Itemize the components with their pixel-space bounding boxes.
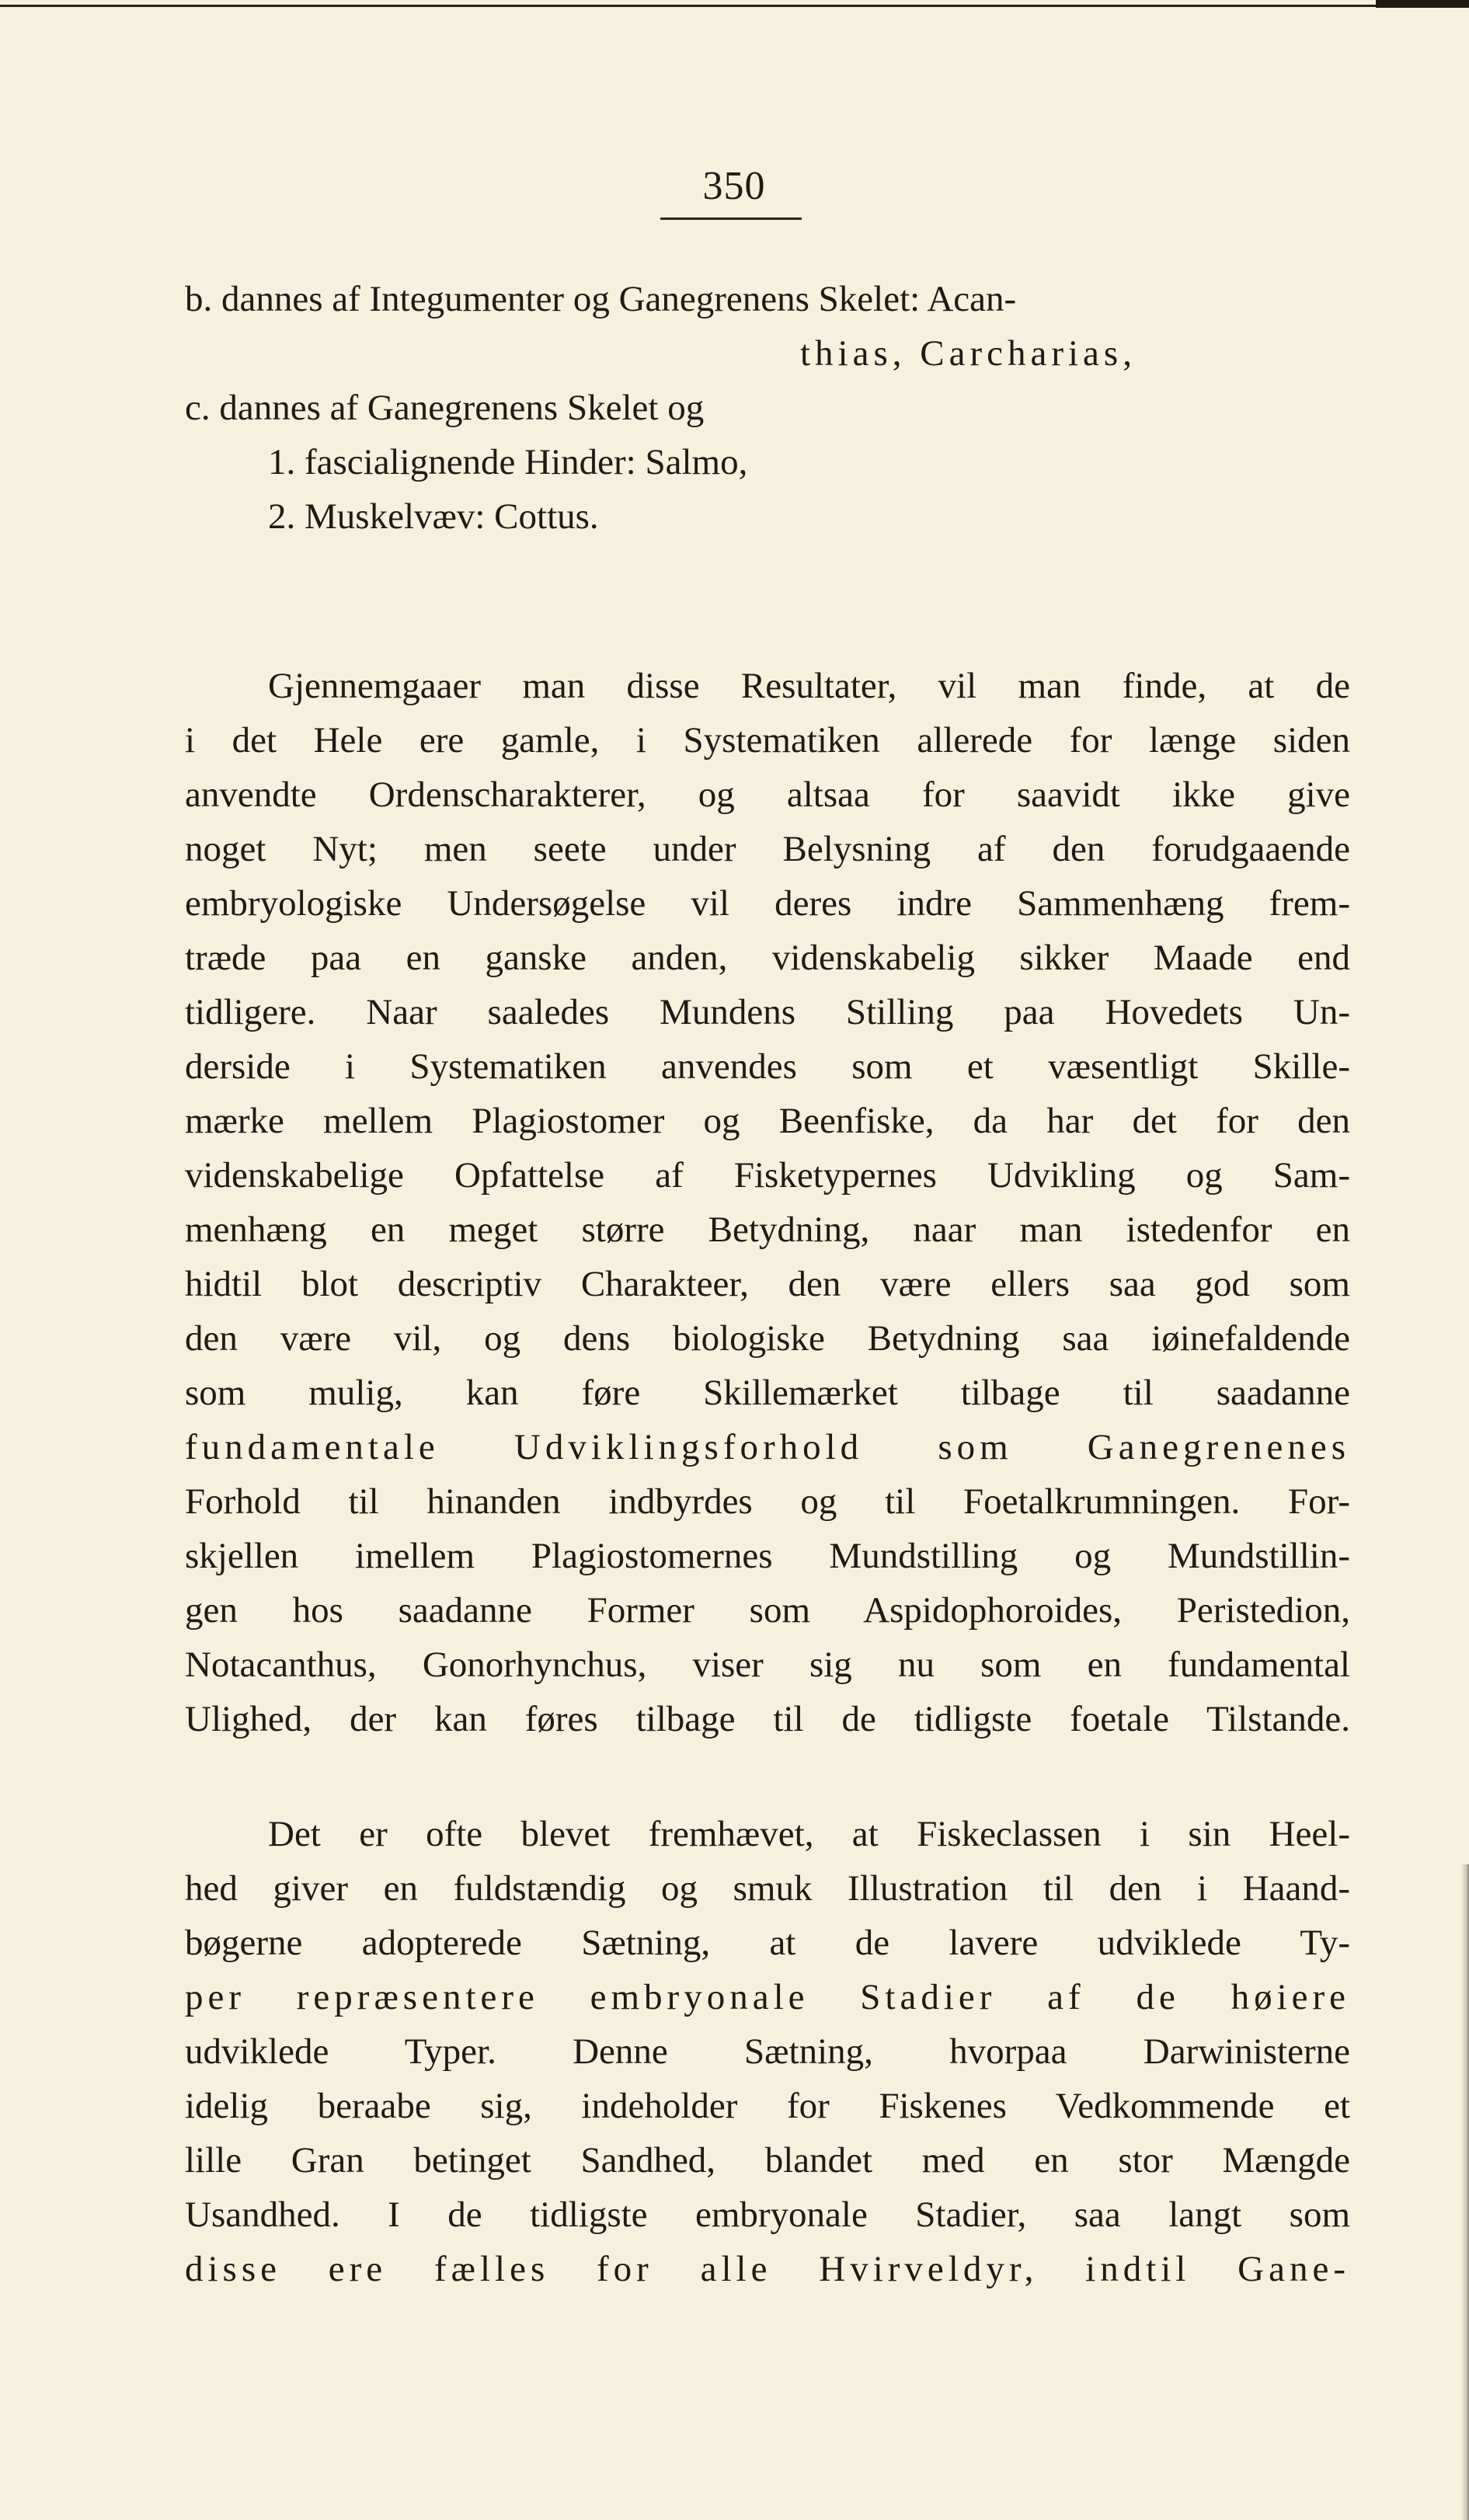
paragraph-1-line: tidligere. Naar saaledes Mundens Stilling paa Hovedets Un- <box>185 992 1350 1032</box>
paragraph-1-line: Gjennemgaaer man disse Resultater, vil man finde, at de <box>268 666 1350 706</box>
paragraph-1-line: embryologiske Undersøgelse vil deres indre Sammenhæng frem- <box>185 883 1350 924</box>
page-number-underline <box>660 218 802 220</box>
paragraph-2-line: lille Gran betinget Sandhed, blandet med en stor Mængde <box>185 2140 1350 2181</box>
paragraph-2-line: per repræsentere embryonale Stadier af de høiere <box>185 1977 1350 2017</box>
paragraph-1-line: som mulig, kan føre Skillemærket tilbage til saadanne <box>185 1373 1350 1413</box>
classification-line-b-cont: thias, Carcharias, <box>800 333 1137 374</box>
paragraph-1-line: anvendte Ordenscharakterer, og altsaa for saavidt ikke give <box>185 774 1350 815</box>
paragraph-2-line: bøgerne adopterede Sætning, at de lavere udviklede Ty- <box>185 1923 1350 1963</box>
paragraph-1-line: derside i Systematiken anvendes som et væsentligt Skille- <box>185 1046 1350 1087</box>
paragraph-2-line: idelig beraabe sig, indeholder for Fiskenes Vedkommende et <box>185 2086 1350 2126</box>
paragraph-1-line: Ulighed, der kan føres tilbage til de tidligste foetale Tilstande. <box>185 1699 1350 1739</box>
classification-line-c: c. dannes af Ganegrenens Skelet og <box>185 388 705 428</box>
classification-line-b: b. dannes af Integumenter og Ganegrenens Skelet: Acan- <box>185 279 1017 319</box>
paragraph-1-line: fundamentale Udviklingsforhold som Ganegrenenes <box>185 1427 1350 1467</box>
paragraph-1-line: mærke mellem Plagiostomer og Beenfiske, da har det for den <box>185 1101 1350 1141</box>
paragraph-1-line: træde paa en ganske anden, videnskabelig sikker Maade end <box>185 938 1350 978</box>
classification-line-c2: 2. Muskelvæv: Cottus. <box>268 496 599 537</box>
paragraph-2-line: udviklede Typer. Denne Sætning, hvorpaa Darwinisterne <box>185 2031 1350 2072</box>
paragraph-1-line: gen hos saadanne Former som Aspidophoroides, Peristedion, <box>185 1590 1350 1631</box>
top-border-corner <box>1376 0 1469 8</box>
paragraph-1-line: skjellen imellem Plagiostomernes Mundstilling og Mundstillin- <box>185 1536 1350 1576</box>
paragraph-1-line: Notacanthus, Gonorhynchus, viser sig nu som en fundamental <box>185 1645 1350 1685</box>
page-number: 350 <box>702 164 766 208</box>
paragraph-1-line: hidtil blot descriptiv Charakteer, den være ellers saa god som <box>185 1264 1350 1304</box>
page-edge-shadow <box>1461 1864 1469 2520</box>
paragraph-2-line: hed giver en fuldstændig og smuk Illustration til den i Haand- <box>185 1868 1350 1909</box>
paragraph-1-line: noget Nyt; men seete under Belysning af den forudgaaende <box>185 829 1350 869</box>
paragraph-2-line: Usandhed. I de tidligste embryonale Stadier, saa langt som <box>185 2195 1350 2235</box>
paragraph-1-line: i det Hele ere gamle, i Systematiken allerede for længe siden <box>185 720 1350 761</box>
paragraph-1-line: den være vil, og dens biologiske Betydning saa iøinefaldende <box>185 1318 1350 1359</box>
paragraph-2-line: Det er ofte blevet fremhævet, at Fiskeclassen i sin Heel- <box>268 1814 1350 1854</box>
paragraph-1-line: videnskabelige Opfattelse af Fisketypernes Udvikling og Sam- <box>185 1155 1350 1196</box>
paragraph-1-line: Forhold til hinanden indbyrdes og til Foetalkrumningen. For- <box>185 1481 1350 1522</box>
top-border-line <box>0 5 1469 7</box>
paragraph-2-line: disse ere fælles for alle Hvirveldyr, indtil Gane- <box>185 2249 1350 2289</box>
paragraph-1-line: menhæng en meget større Betydning, naar man istedenfor en <box>185 1210 1350 1250</box>
classification-line-c1: 1. fascialignende Hinder: Salmo, <box>268 442 748 482</box>
